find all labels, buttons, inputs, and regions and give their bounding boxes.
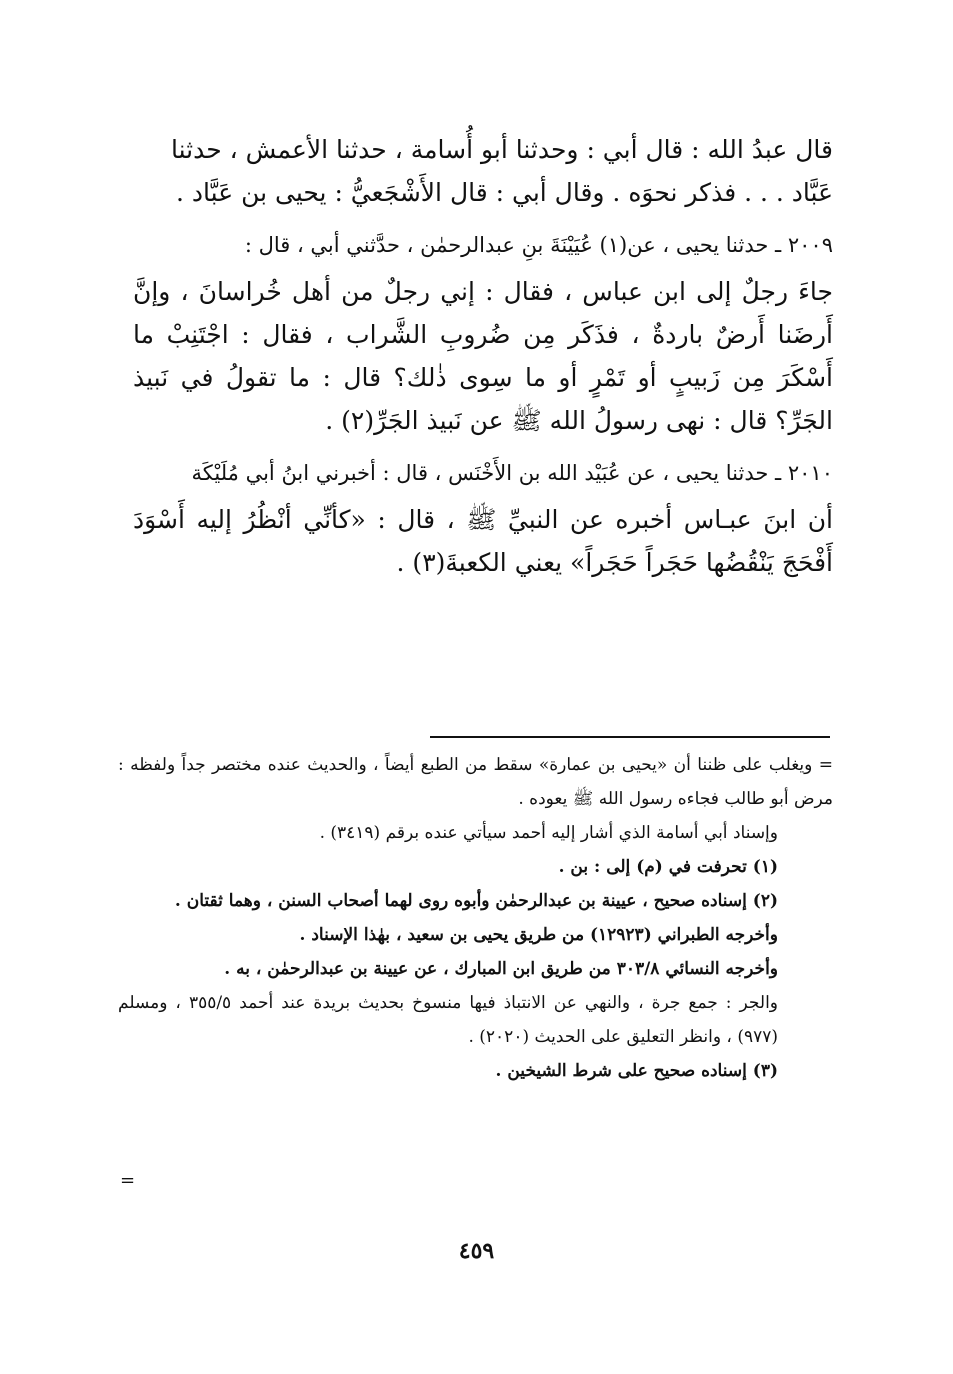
page-number: ٤٥٩	[458, 1238, 495, 1264]
hadith-2010-heading: ٢٠١٠ ـ حدثنا يحيى ، عن عُبَيْد الله بن الأَخْنَس ، قال : أخبرني ابنُ أبي مُلَيْكَة	[191, 461, 833, 485]
hadith-2009-text: جاءَ رجلٌ إلى ابن عباس ، فقال : إني رجلٌ من أهل خُراسانَ ، وإنَّ أَرضَنا أَرضٌ باردةٌ ، فذَكَر مِن ضُروبِ الشَّراب ، فقال : اجْتَنِبْ ما أَسْكَرَ مِن زَبيبٍ أو تَمْرٍ أو ما سِوى ذٰلك؟ قال : ما تقولُ في نَبيذ الجَرِّ؟ قال : نهى رسولُ الله ﷺ عن نَبيذ الجَرِّ(٢) .	[133, 277, 833, 435]
footnote-divider	[430, 736, 830, 738]
footnote-2-jarr: والجر : جمع جرة ، والنهي عن الانتباذ فيها منسوخ بحديث بريدة عند أحمد ٣٥٥/٥ ، ومسلم (٩٧٧) ، وانظر التعليق على الحديث (٢٠٢٠) .	[118, 993, 779, 1047]
hadith-2010-text: أن ابنَ عبـاس أخبره عن النبيِّ ﷺ ، قال : «كأنِّي أنْظُرُ إليه أَسْوَدَ أَفْحَجَ يَنْقُضُها حَجَراً حَجَراً» يعني الكعبةَ(٣) .	[133, 505, 833, 577]
footnote-1: (١) تحرفت في (م) إلى : بن .	[558, 857, 778, 877]
footnote-2-tabarani: وأخرجه الطبراني (١٢٩٢٣) من طريق يحيى بن سعيد ، بهٰذا الإسناد .	[299, 925, 778, 945]
footnote-isnad: وإسناد أبي أسامة الذي أشار إليه أحمد سيأتي عنده برقم (٣٤١٩) .	[319, 823, 778, 843]
main-text	[133, 128, 833, 584]
intro-line-2: عَبَّاد . . . فذكر نحوَه . وقال أبي : قال الأَشْجَعيُّ : يحيى بن عَبَّاد .	[176, 178, 833, 207]
footnote-continuation: = ويغلب على ظننا أن «يحيى بن عمارة» سقط من الطبع أيضاً ، والحديث عنده مختصر جداً ولفظه : مرض أبو طالب فجاءه رسول الله ﷺ يعوده .	[118, 755, 833, 809]
continued-mark: =	[120, 1170, 136, 1191]
hadith-2009-heading: ٢٠٠٩ ـ حدثنا يحيى ، عن(١) عُيَيْنَةَ بنِ عبدالرحمٰن ، حدَّثني أبي ، قال :	[244, 233, 833, 257]
footnote-2-nasai: وأخرجه النسائي ٣٠٣/٨ من طريق ابن المبارك ، عن عيينة بن عبدالرحمٰن ، به .	[224, 959, 778, 979]
footnotes	[118, 748, 833, 1088]
intro-line-1: قال عبدُ الله : قال أبي : وحدثنا أبو أُسامة ، حدثنا الأعمش ، حدثنا	[171, 135, 833, 164]
footnote-3: (٣) إسناده صحيح على شرط الشيخين .	[495, 1061, 778, 1081]
footnote-2: (٢) إسناده صحيح ، عيينة بن عبدالرحمٰن وأبوه روى لهما أصحاب السنن ، وهما ثقتان .	[174, 891, 778, 911]
